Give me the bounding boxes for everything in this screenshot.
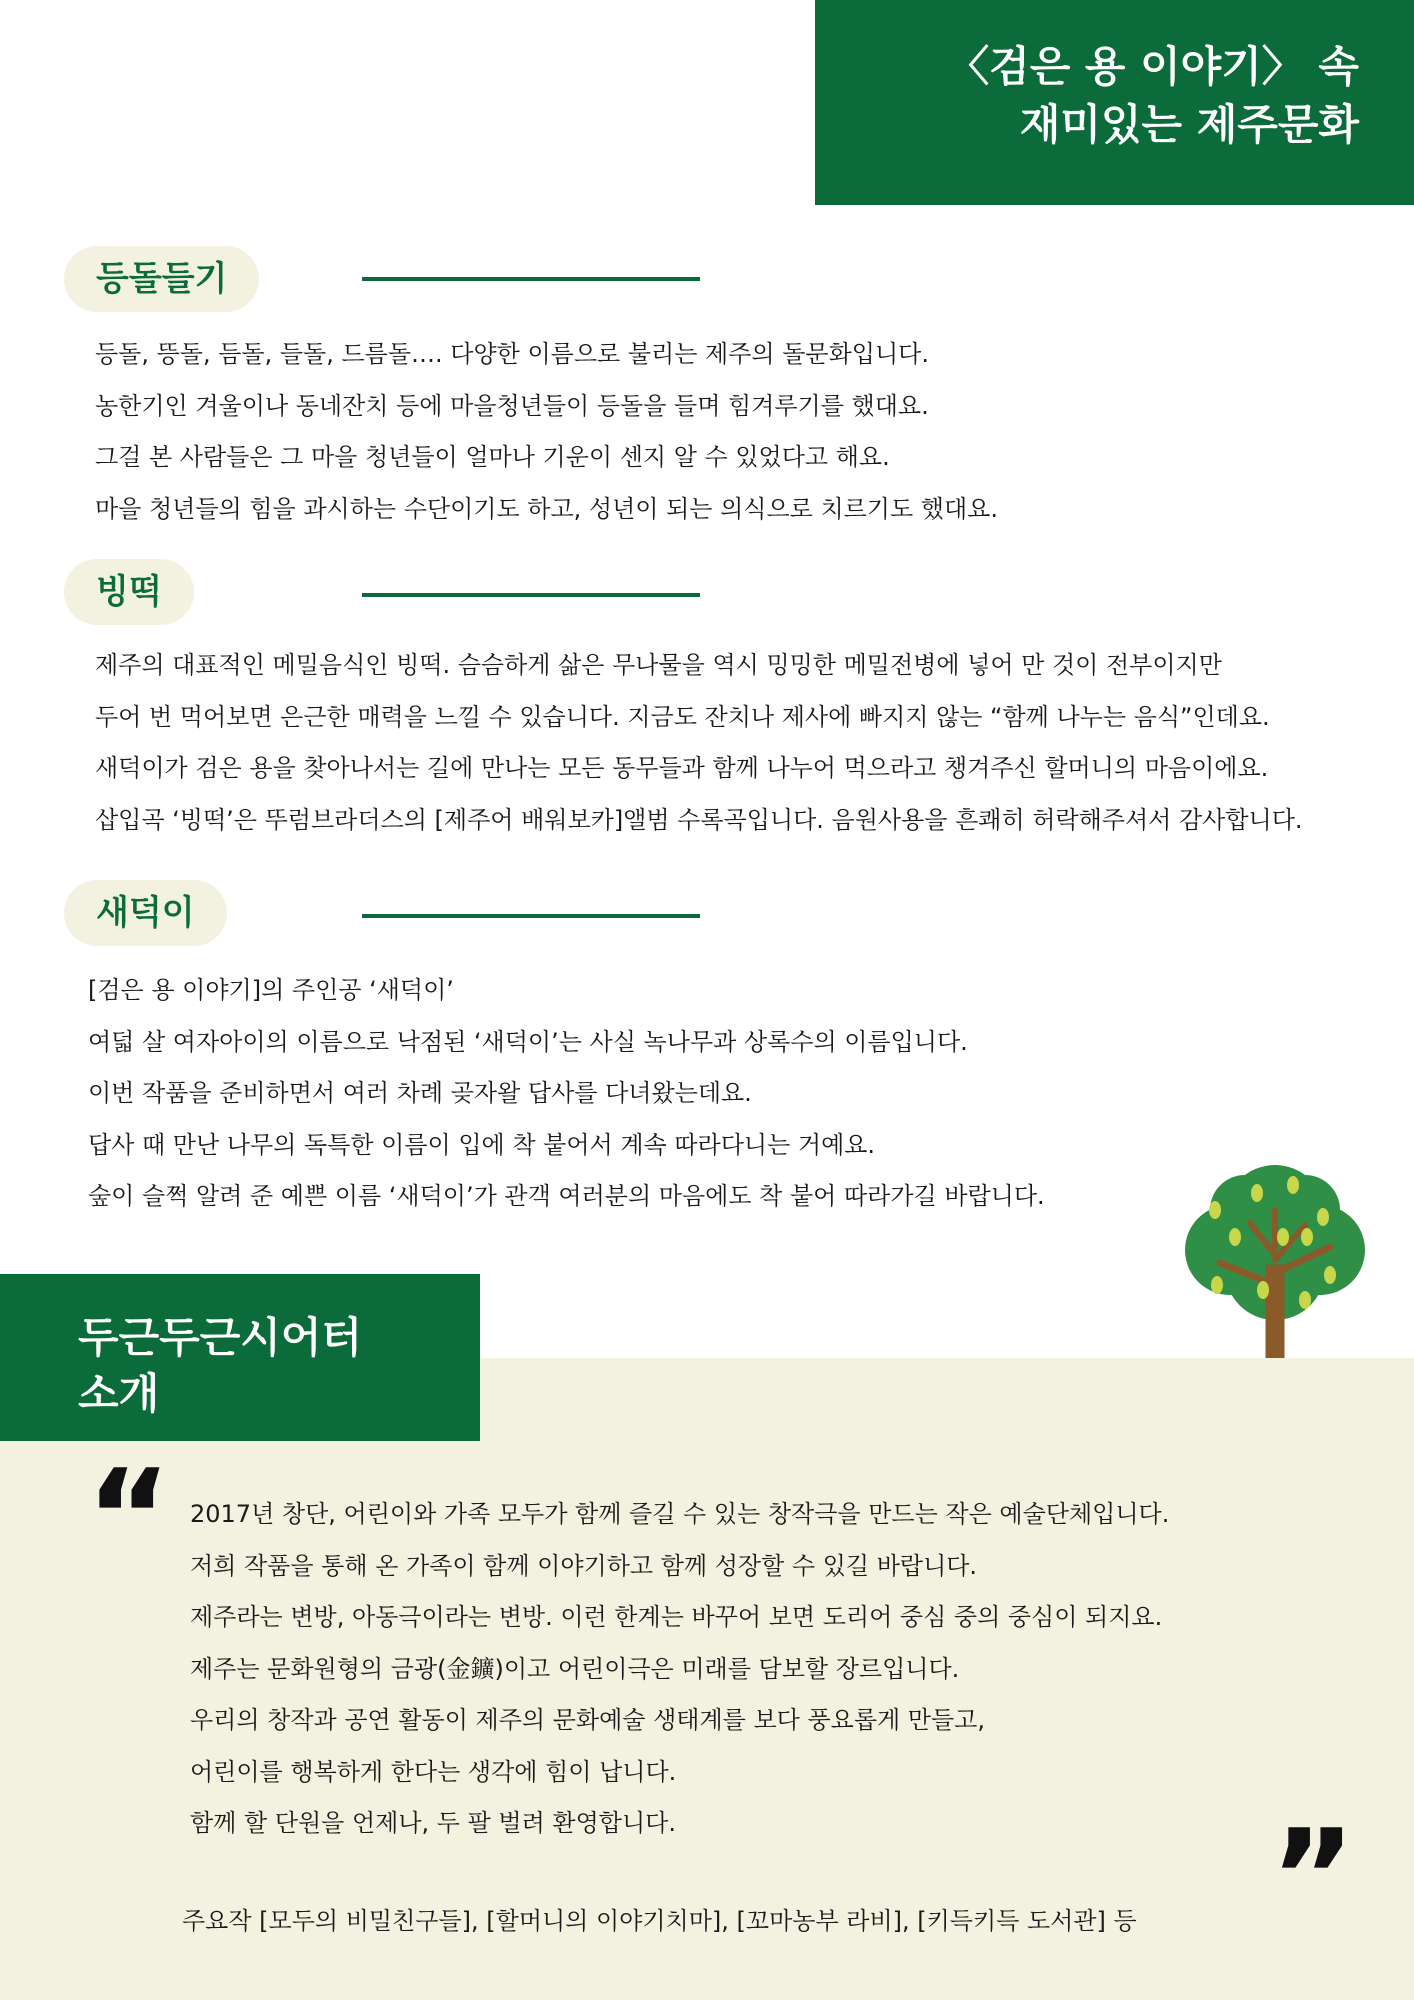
close-quote-icon: ” <box>1270 1801 1356 1953</box>
section-body-saedeoki <box>88 965 1045 1223</box>
intro-title-line1: 두근두근시어터 <box>78 1313 363 1362</box>
paragraph-line: 마을 청년들의 힘을 과시하는 수단이기도 하고, 성년이 되는 의식으로 치르기도 했대요. <box>95 494 998 523</box>
paragraph-line: 저희 작품을 통해 온 가족이 함께 이야기하고 함께 성장할 수 있길 바랍니다. <box>190 1551 978 1580</box>
paragraph-line: 그걸 본 사람들은 그 마을 청년들이 얼마나 기운이 센지 알 수 있었다고 해요. <box>95 443 890 471</box>
section-divider <box>362 277 700 281</box>
paragraph-line: 함께 할 단원을 언제나, 두 팔 벌려 환영합니다. <box>190 1809 676 1837</box>
header-banner <box>815 0 1414 205</box>
intro-title-line2: 소개 <box>78 1369 160 1418</box>
paragraph-line: 여덟 살 여자아이의 이름으로 낙점된 ‘새덕이’는 사실 녹나무과 상록수의 이름입니다. <box>88 1027 968 1056</box>
intro-title-box <box>0 1274 480 1441</box>
paragraph-line: 숲이 슬쩍 알려 준 예쁜 이름 ‘새덕이’가 관객 여러분의 마음에도 착 붙어 따라가길 바랍니다. <box>88 1182 1045 1210</box>
paragraph-line: 등돌, 뜽돌, 듬돌, 들돌, 드름돌…. 다양한 이름으로 불리는 제주의 돌문화입니다. <box>95 340 929 368</box>
paragraph-line: 제주의 대표적인 메밀음식인 빙떡. 슴슴하게 삶은 무나물을 역시 밍밍한 메밀전병에 넣어 만 것이 전부이지만 <box>95 651 1222 679</box>
paragraph-line: 이번 작품을 준비하면서 여러 차례 곶자왈 답사를 다녀왔는데요. <box>88 1079 752 1107</box>
paragraph-line: 두어 번 먹어보면 은근한 매력을 느낄 수 있습니다. 지금도 잔치나 제사에 빠지지 않는 “함께 나누는 음식”인데요. <box>95 702 1270 731</box>
section-divider <box>362 593 700 597</box>
header-title-line2: 재미있는 제주문화 <box>1019 100 1359 149</box>
paragraph-line: 새덕이가 검은 용을 찾아나서는 길에 만나는 모든 동무들과 함께 나누어 먹으라고 챙겨주신 할머니의 마음이에요. <box>95 754 1269 782</box>
header-title-line1: 〈검은 용 이야기〉 속 <box>947 42 1359 91</box>
paragraph-line: 제주라는 변방, 아동극이라는 변방. 이런 한계는 바꾸어 보면 도리어 중심 중의 중심이 되지요. <box>190 1603 1163 1631</box>
section-title-saedeoki: 새덕이 <box>64 880 227 946</box>
section-title-bingtteok: 빙떡 <box>64 559 194 625</box>
paragraph-line: 어린이를 행복하게 한다는 생각에 힘이 납니다. <box>190 1757 677 1786</box>
section-body-bingtteok <box>95 640 1303 846</box>
major-works: 주요작 [모두의 비밀친구들], [할머니의 이야기치마], [꼬마농부 라비], [키득키득 도서관] 등 <box>182 1907 1137 1935</box>
intro-body <box>190 1489 1169 1850</box>
paragraph-line: [검은 용 이야기]의 주인공 ‘새덕이’ <box>88 976 454 1004</box>
paragraph-line: 답사 때 만난 나무의 독특한 이름이 입에 착 붙어서 계속 따라다니는 거예요. <box>88 1130 876 1159</box>
tree-icon <box>1175 1155 1375 1365</box>
section-divider <box>362 914 700 918</box>
paragraph-line: 2017년 창단, 어린이와 가족 모두가 함께 즐길 수 있는 창작극을 만드는 작은 예술단체입니다. <box>190 1500 1170 1528</box>
paragraph-line: 제주는 문화원형의 금광(金鑛)이고 어린이극은 미래를 담보할 장르입니다. <box>190 1654 960 1683</box>
open-quote-icon: “ <box>86 1441 172 1593</box>
paragraph-line: 우리의 창작과 공연 활동이 제주의 문화예술 생태계를 보다 풍요롭게 만들고, <box>190 1706 985 1734</box>
section-body-deungdol <box>95 329 998 535</box>
paragraph-line: 삽입곡 ‘빙떡’은 뚜럼브라더스의 [제주어 배워보카]앨범 수록곡입니다. 음원사용을 흔쾌히 허락해주셔서 감사합니다. <box>95 805 1303 834</box>
paragraph-line: 농한기인 겨울이나 동네잔치 등에 마을청년들이 등돌을 들며 힘겨루기를 했대요. <box>95 391 929 420</box>
section-title-deungdol: 등돌들기 <box>64 246 259 312</box>
